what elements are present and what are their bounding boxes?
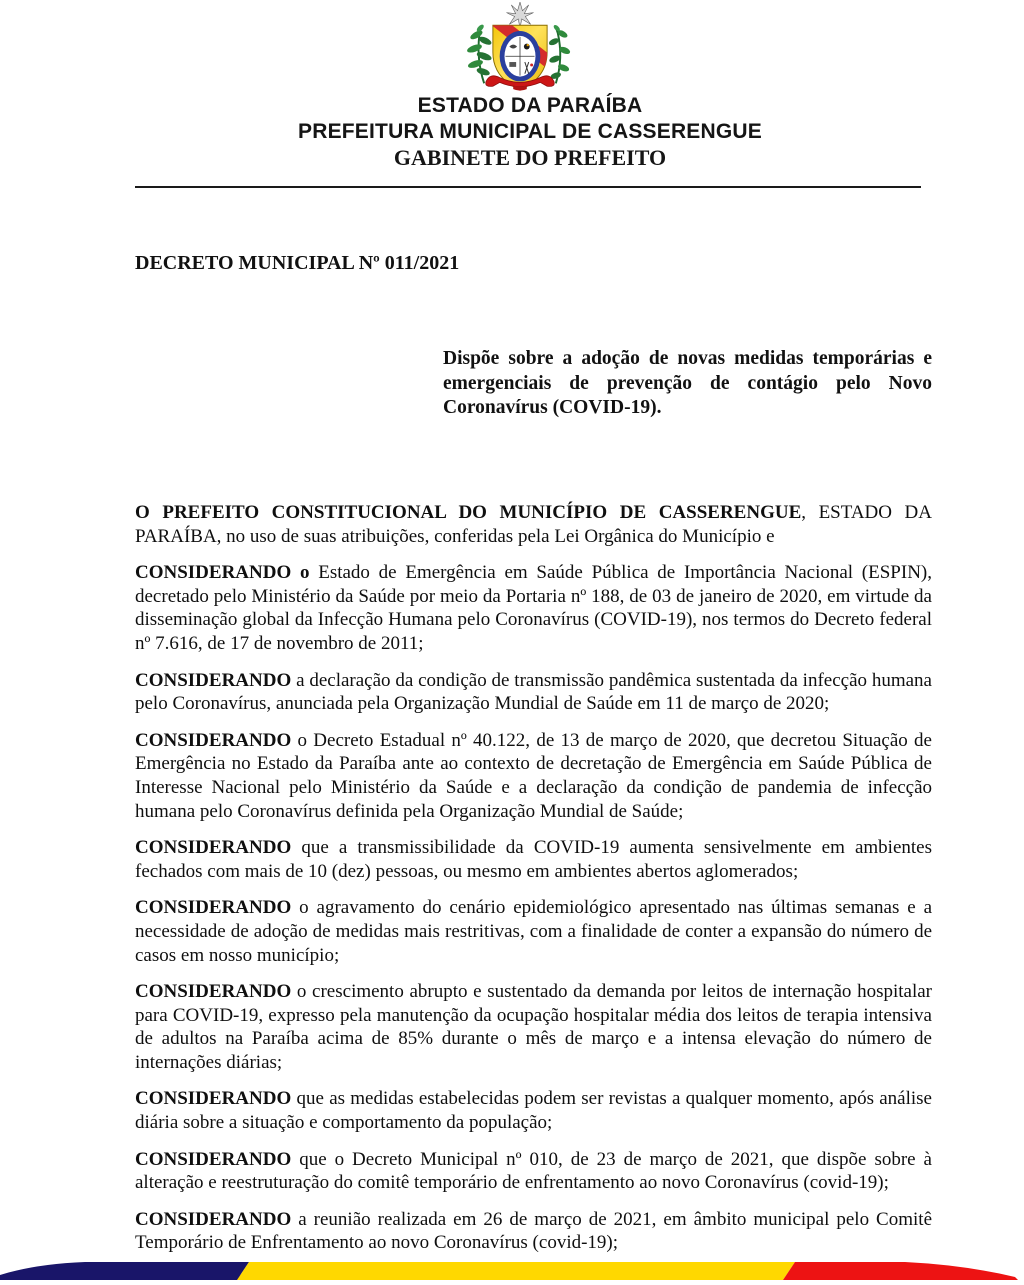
paragraph-lead: CONSIDERANDO (135, 669, 292, 691)
paragraph-lead: CONSIDERANDO (135, 1088, 292, 1110)
considerando-paragraph-8 (135, 1148, 932, 1195)
paragraph-lead: CONSIDERANDO (135, 1148, 292, 1170)
paragraph-lead: CONSIDERANDO (135, 837, 292, 859)
decree-body (135, 501, 932, 1268)
paragraph-lead: CONSIDERANDO (135, 1208, 292, 1230)
paragraph-text: o crescimento abrupto e sustentado da demanda por leitos de internação hospitalar para COVID-19, expresso pela manutenção da ocupação hospitalar média dos leitos de terapia intensiva de adultos na Paraíba acima de 85% durante o mês de março e a intensa elevação do número de internações diárias; (135, 981, 932, 1073)
decree-title: DECRETO MUNICIPAL Nº 011/2021 (135, 252, 460, 274)
coat-of-arms-icon (446, 2, 594, 94)
org-state-line: ESTADO DA PARAÍBA (417, 94, 643, 117)
paragraph-lead: CONSIDERANDO (135, 729, 292, 751)
considerando-paragraph-6 (135, 980, 932, 1074)
paragraph-text: , ESTADO DA PARAÍBA, no uso de suas atribuições, conferidas pela Lei Orgânica do Município e (135, 502, 932, 547)
left-branch-icon (466, 23, 493, 83)
paragraph-text: que o Decreto Municipal nº 010, de 23 de março de 2021, que dispõe sobre à alteração e reestruturação do comitê temporário de enfrentamento ao novo Coronavírus (covid-19); (135, 1148, 932, 1194)
paragraph-lead: CONSIDERANDO (135, 897, 292, 919)
header-divider (135, 186, 921, 188)
considerando-paragraph-5 (135, 896, 932, 967)
paragraph-text: que a transmissibilidade da COVID-19 aumenta sensivelmente em ambientes fechados com mais de 10 (dez) pessoas, ou mesmo em ambientes abertos aglomerados; (135, 837, 932, 882)
paragraph-lead: CONSIDERANDO (135, 981, 292, 1003)
considerando-paragraph-2 (135, 669, 932, 716)
considerando-paragraph-4 (135, 836, 932, 883)
considerando-paragraph-9 (135, 1208, 932, 1255)
paragraph-lead: CONSIDERANDO o (135, 562, 310, 584)
paragraph-text: Estado de Emergência em Saúde Pública de Importância Nacional (ESPIN), decretado pelo Ministério da Saúde por meio da Portaria nº 188, de 03 de janeiro de 2020, em virtude da disseminação global da Infecção Humana pelo Coronavírus (COVID-19), nos termos do Decreto federal nº 7.616, de 17 de novembro de 2011; (135, 562, 932, 654)
tricolor-swoosh-icon (0, 1259, 1024, 1280)
paragraph-text: a declaração da condição de transmissão pandêmica sustentada da infecção humana pelo Coronavírus, anunciada pela Organização Mundial de Saúde em 11 de março de 2020; (135, 669, 932, 715)
preamble-paragraph (135, 501, 932, 548)
org-office-line: GABINETE DO PREFEITO (393, 145, 667, 170)
paragraph-text: o agravamento do cenário epidemiológico apresentado nas últimas semanas e a necessidade de adoção de medidas mais restritivas, com a finalidade de conter a expansão do número de casos em nosso município; (135, 897, 932, 966)
right-branch-icon (548, 24, 571, 83)
letterhead (135, 93, 925, 171)
considerando-paragraph-7 (135, 1087, 932, 1134)
paragraph-text: que as medidas estabelecidas podem ser revistas a qualquer momento, após análise diária sobre a situação e comportamento da população; (135, 1088, 932, 1134)
considerando-paragraph-1 (135, 561, 932, 655)
paragraph-text: a reunião realizada em 26 de março de 2021, em âmbito municipal pelo Comitê Temporário de Enfrentamento ao novo Coronavírus (covid-19); (135, 1208, 932, 1254)
org-prefecture-line: PREFEITURA MUNICIPAL DE CASSERENGUE (298, 120, 762, 143)
paragraph-text: o Decreto Estadual nº 40.122, de 13 de março de 2020, que decretou Situação de Emergência no Estado da Paraíba ante ao contexto de decretação de Emergência em Saúde Pública de Interesse Nacional pelo Ministério da Saúde e a declaração da condição de pandemia de infecção humana pelo Coronavírus definida pela Organização Mundial de Saúde; (135, 729, 932, 822)
decree-summary: Dispõe sobre a adoção de novas medidas temporárias e emergenciais de prevenção de contágio pelo Novo Coronavírus (COVID-19). (443, 348, 932, 418)
paragraph-lead: O PREFEITO CONSTITUCIONAL DO MUNICÍPIO DE CASSERENGUE (135, 502, 802, 523)
star-icon (506, 2, 533, 28)
considerando-paragraph-3 (135, 729, 932, 823)
